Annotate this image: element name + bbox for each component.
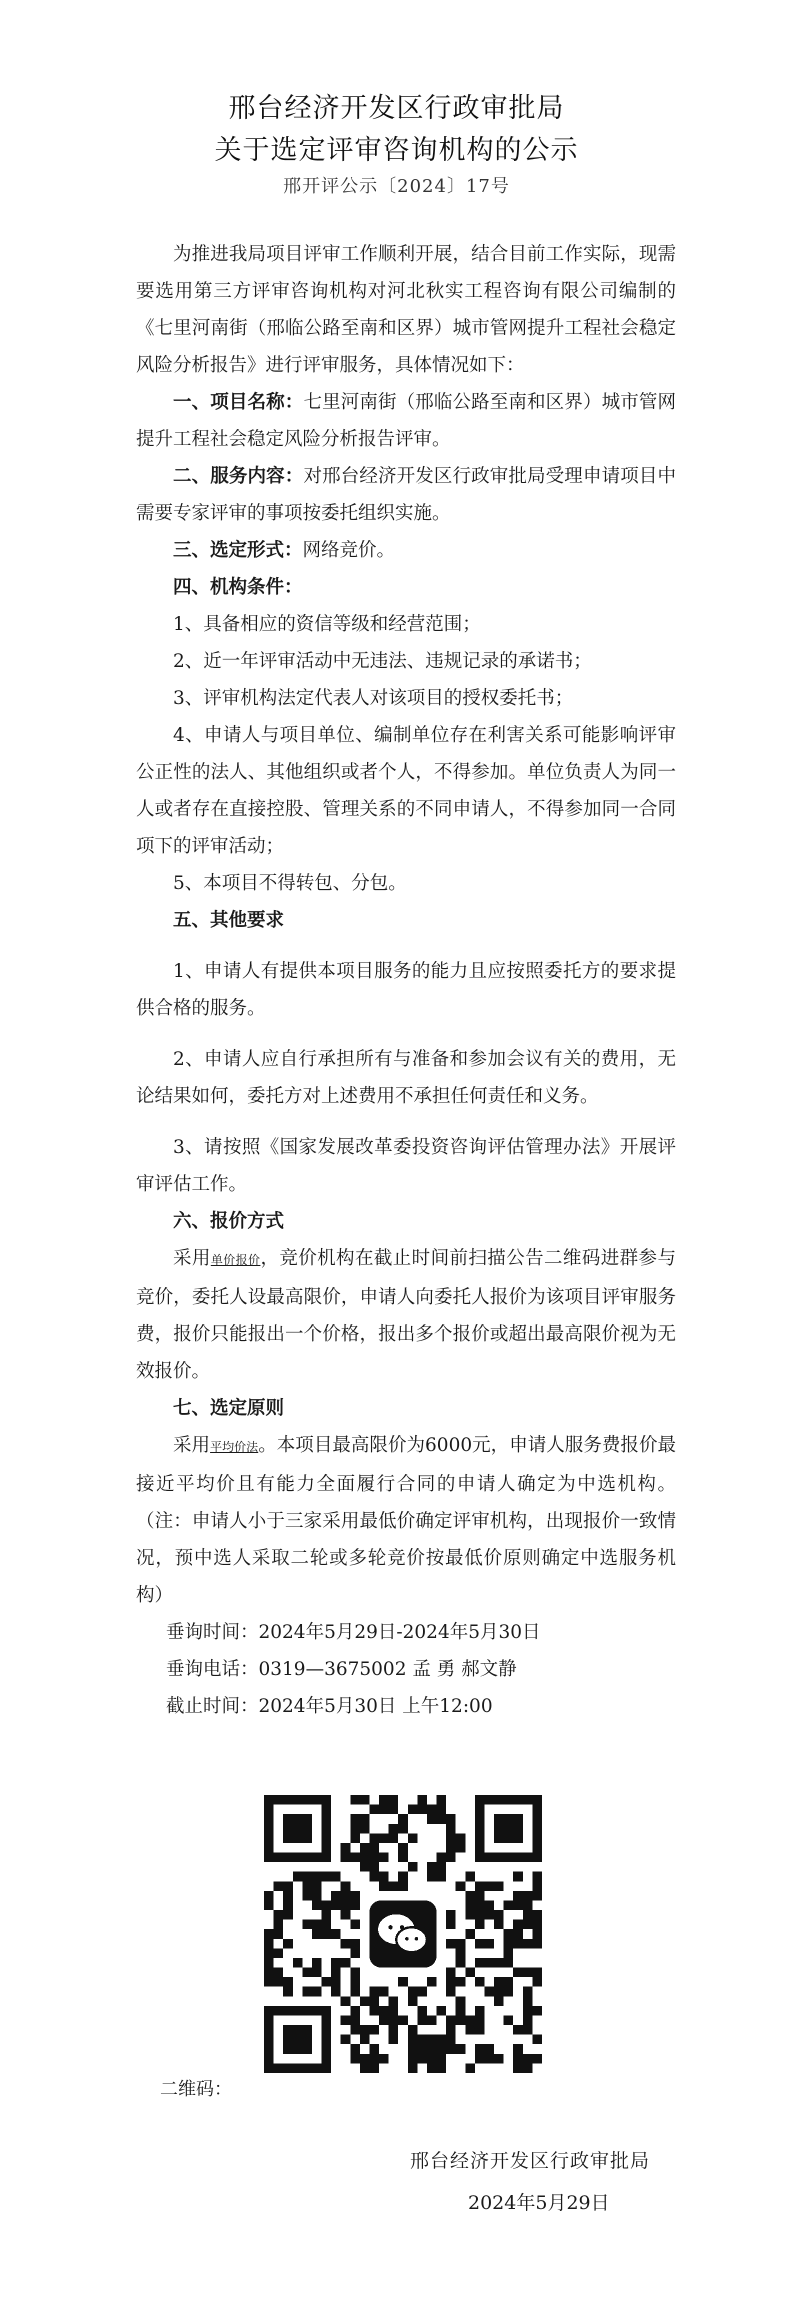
section-heading: 四、机构条件： bbox=[173, 577, 303, 598]
section-label: 一、项目名称： bbox=[173, 392, 304, 413]
section-text: 七里河南街（邢临公路至南和区界）城市管网提升工程社会稳定风险分析报告评审。 bbox=[136, 392, 676, 450]
section-heading: 六、报价方式 bbox=[173, 1211, 285, 1232]
consult-phone: 垂询电话：0319—3675002 孟 勇 郝文静 bbox=[166, 1659, 517, 1680]
page-title-line1: 邢台经济开发区行政审批局 bbox=[228, 93, 565, 124]
list-item: 5、本项目不得转包、分包。 bbox=[173, 873, 407, 894]
section-heading: 七、选定原则 bbox=[173, 1398, 285, 1419]
qr-code-label: 二维码： bbox=[160, 2079, 232, 2100]
list-item: 4、申请人与项目单位、编制单位存在利害关系可能影响评审公正性的法人、其他组织或者个人，不得参加。单位负责人为同一人或者存在直接控股、管理关系的不同申请人，不得参加同一合同项下的评审活动； bbox=[136, 725, 676, 857]
list-item: 1、申请人有提供本项目服务的能力且应按照委托方的要求提供合格的服务。 bbox=[136, 961, 676, 1019]
quote-method-term: 单价报价 bbox=[210, 1253, 261, 1267]
section-text: 对邢台经济开发区行政审批局受理申请项目中需要专家评审的事项按委托组织实施。 bbox=[136, 466, 676, 524]
consult-time: 垂询时间：2024年5月29日-2024年5月30日 bbox=[166, 1622, 541, 1643]
section-label: 三、选定形式： bbox=[173, 540, 303, 561]
section-text: 采用 bbox=[173, 1248, 211, 1269]
section-heading: 五、其他要求 bbox=[173, 910, 285, 931]
list-item: 1、具备相应的资信等级和经营范围； bbox=[173, 614, 481, 635]
deadline: 截止时间：2024年5月30日 上午12:00 bbox=[166, 1696, 493, 1717]
list-item: 3、请按照《国家发展改革委投资咨询评估管理办法》开展评审评估工作。 bbox=[136, 1137, 676, 1195]
document-number: 邢开评公示〔2024〕17号 bbox=[283, 176, 510, 197]
list-item: 2、申请人应自行承担所有与准备和参加会议有关的费用，无论结果如何，委托方对上述费用不承担任何责任和义务。 bbox=[136, 1049, 676, 1107]
list-item: 2、近一年评审活动中无违法、违规记录的承诺书； bbox=[173, 651, 592, 672]
section-text: 网络竞价。 bbox=[302, 540, 396, 561]
selection-method-term: 平均价法 bbox=[210, 1440, 259, 1454]
section-selection-principle bbox=[136, 1427, 676, 1614]
section-quote-method bbox=[136, 1240, 676, 1390]
page-title-line2: 关于选定评审咨询机构的公示 bbox=[214, 135, 579, 166]
section-text: 采用 bbox=[173, 1435, 211, 1456]
section-text: 。本项目最高限价为6000元，申请人服务费报价最接近平均价且有能力全面履行合同的申请人确定为中选机构。（注：申请人小于三家采用最低价确定评审机构，出现报价一致情况，预中选人采取二轮或多轮竞价按最低价原则确定中选服务机构） bbox=[136, 1435, 676, 1606]
section-text: ，竞价机构在截止时间前扫描公告二维码进群参与竞价，委托人设最高限价，申请人向委托人报价为该项目评审服务费，报价只能报出一个价格，报出多个报价或超出最高限价视为无效报价。 bbox=[136, 1248, 676, 1382]
section-service-content bbox=[136, 458, 676, 532]
signature-date: 2024年5月29日 bbox=[468, 2192, 610, 2214]
intro-paragraph: 为推进我局项目评审工作顺利开展，结合目前工作实际，现需要选用第三方评审咨询机构对河北秋实工程咨询有限公司编制的《七里河南街（邢临公路至南和区界）城市管网提升工程社会稳定风险分析报告》进行评审服务，具体情况如下： bbox=[136, 244, 676, 376]
section-selection-form bbox=[136, 532, 676, 569]
section-project-name bbox=[136, 384, 676, 458]
list-item: 3、评审机构法定代表人对该项目的授权委托书； bbox=[173, 688, 574, 709]
signature-organization: 邢台经济开发区行政审批局 bbox=[410, 2150, 651, 2172]
section-label: 二、服务内容： bbox=[173, 466, 304, 487]
notice-body bbox=[136, 236, 676, 1725]
qr-code-image[interactable] bbox=[264, 1795, 542, 2073]
